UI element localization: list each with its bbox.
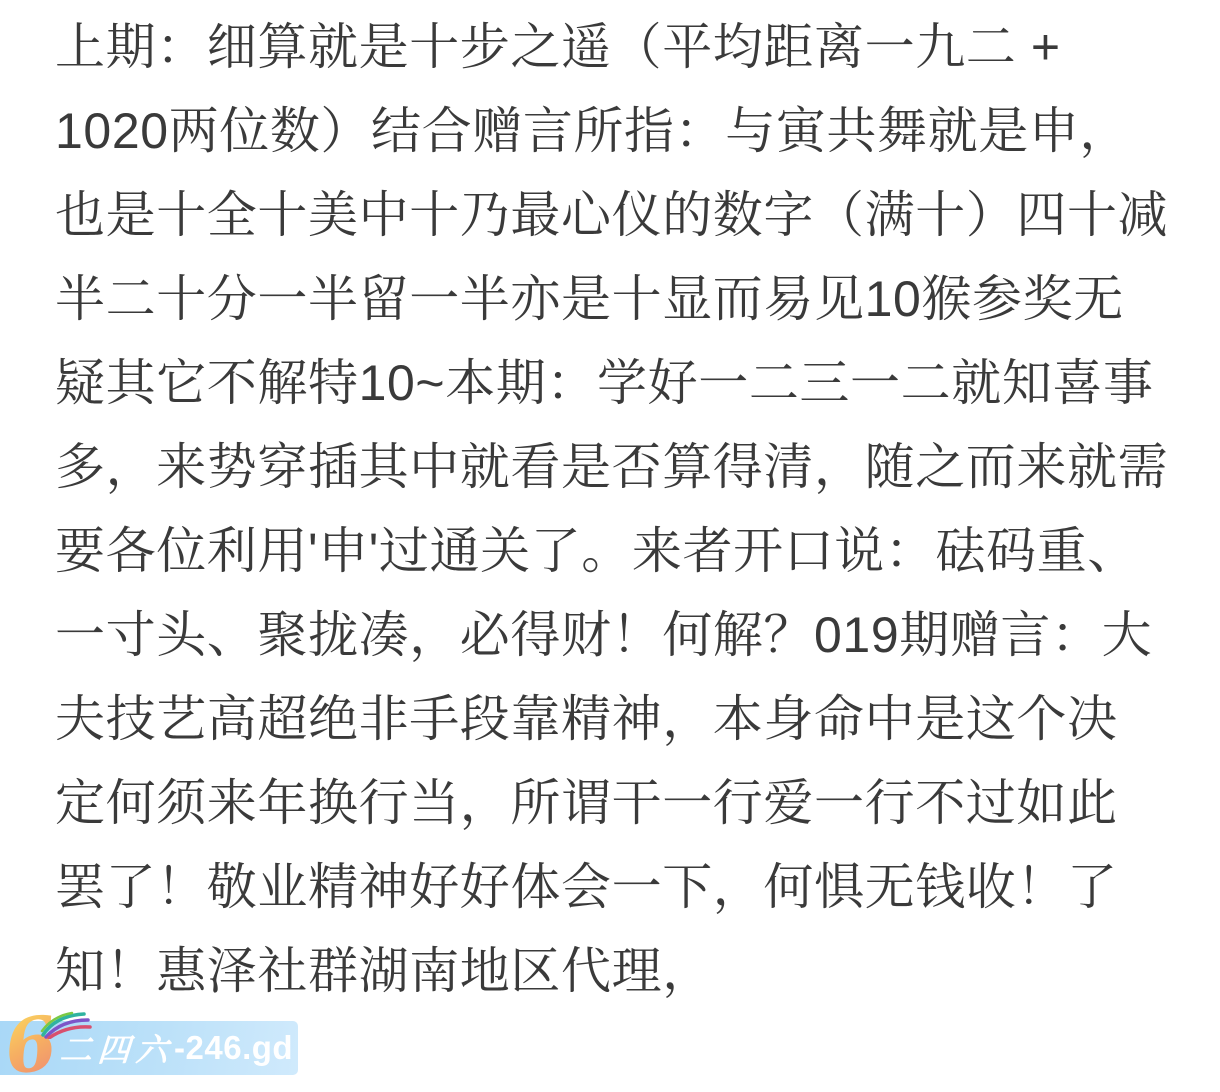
text-line: 上期：细算就是十步之遥（平均距离一九二 + <box>55 19 1061 75</box>
text-line: 夫技艺高超绝非手段靠精神，本身命中是这个决 <box>55 691 1118 747</box>
text-line: 知！惠泽社群湖南地区代理， <box>55 943 713 999</box>
text-line: 也是十全十美中十乃最心仪的数字（满十）四十减 <box>55 187 1169 243</box>
text-line: 半二十分一半留一半亦是十显而易见10猴参奖无 <box>55 271 1124 327</box>
text-line: 定何须来年换行当，所谓干一行爱一行不过如此 <box>55 775 1118 831</box>
text-line: 1020两位数）结合赠言所指：与寅共舞就是申， <box>55 103 1131 159</box>
brush-ribbons-icon <box>40 1011 92 1039</box>
watermark-brand-cn: 二四六 <box>58 1031 176 1069</box>
text-line: 要各位利用'申'过通关了。来者开口说：砝码重、 <box>55 523 1138 579</box>
text-line: 罢了！敬业精神好好体会一下，何惧无钱收！了 <box>55 859 1118 915</box>
watermark-logo-6: 6 <box>0 1000 62 1092</box>
watermark-brand-url: -246.gd <box>174 1029 294 1066</box>
text-line: 疑其它不解特10~本期：学好一二三一二就知喜事 <box>55 355 1154 411</box>
text-line: 一寸头、聚拢凑，必得财！何解？019期赠言：大 <box>55 607 1153 663</box>
text-line: 多，来势穿插其中就看是否算得清，随之而来就需 <box>55 439 1169 495</box>
